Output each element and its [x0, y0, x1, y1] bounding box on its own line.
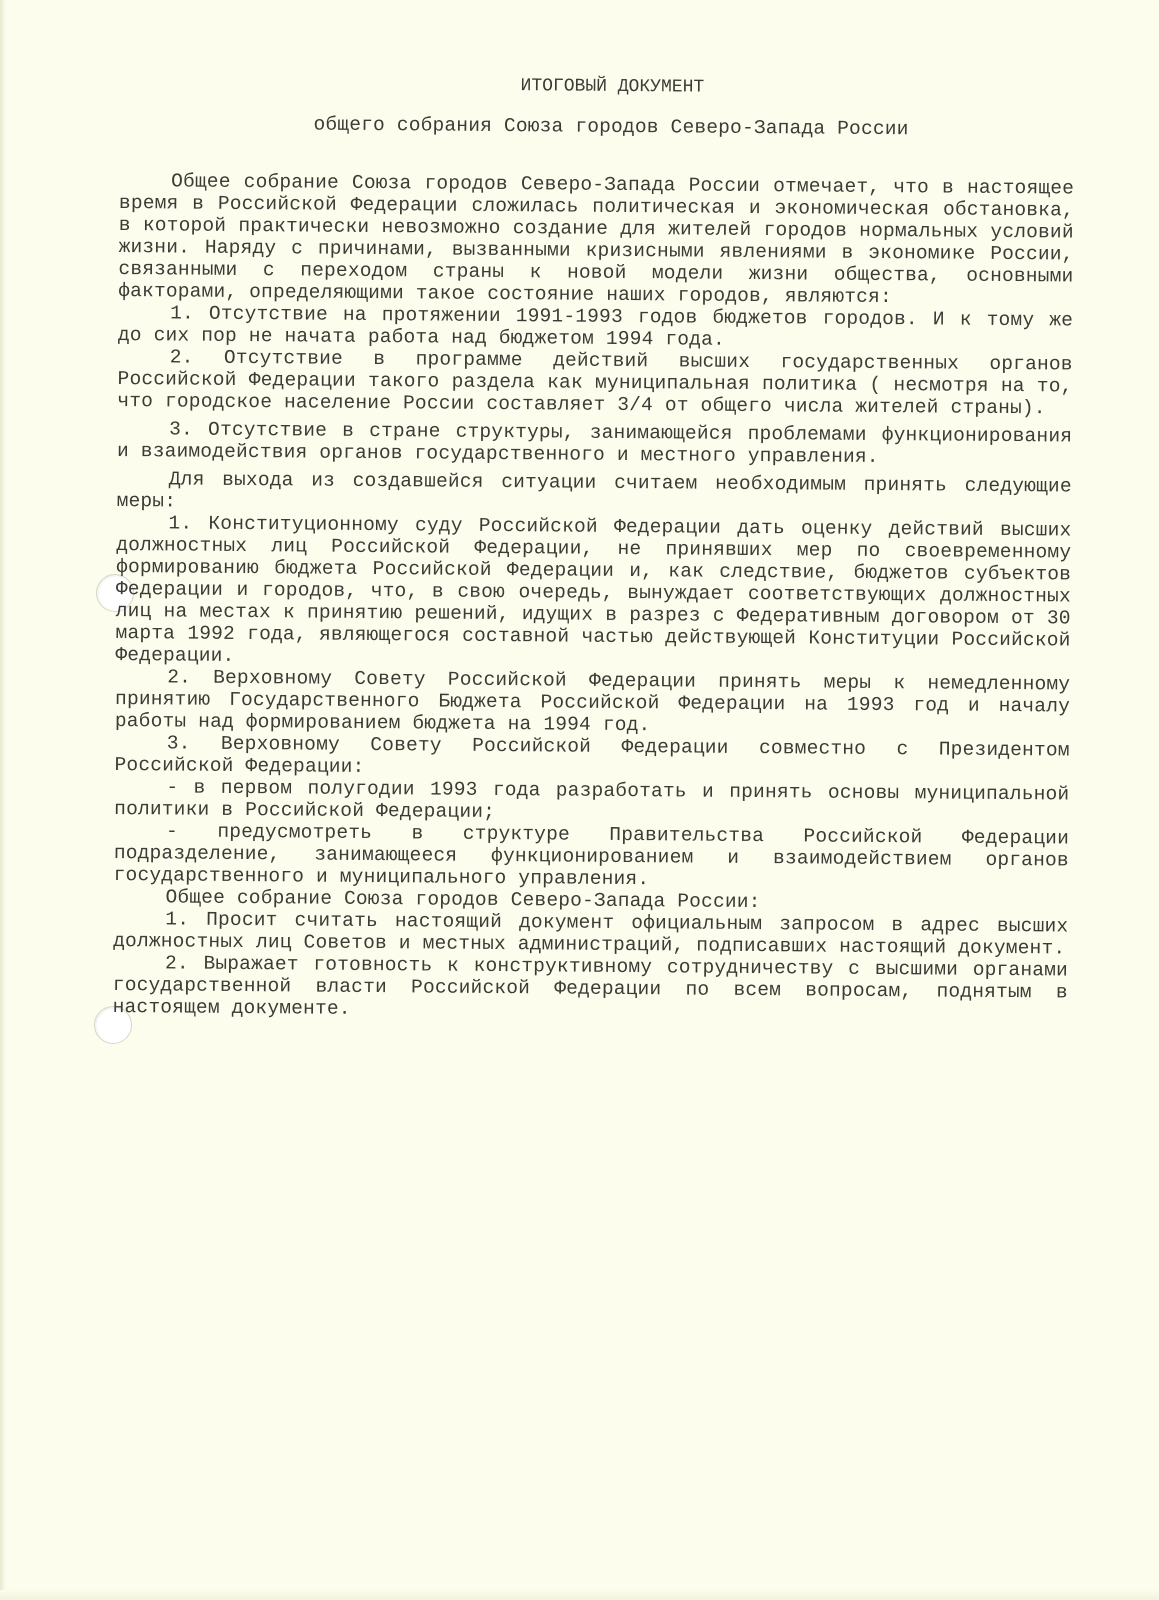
- sub-measure-item: - предусмотреть в структуре Правительства Российской Федерации подразделение, занимающееся функционированием и взаимодействием органов государственного и муниципального управления.: [113, 820, 1070, 891]
- factor-item: 3. Отсутствие в стране структуры, занимающейся проблемами функционирования и взаимодействия органов государственного и местного управления.: [116, 418, 1073, 468]
- document-subtitle: общего собрания Союза городов Северо-Запада России: [313, 113, 909, 141]
- measure-item: 1. Конституционному суду Российской Федерации дать оценку действий высших должностных лиц Российской Федерации, не принявших мер по своевременному формированию бюджета Российской Федерации и, как следствие, бюджетов субъектов Федерации и городов, что, в свою очередь, вынуждает соответствующих должностных лиц на местах к принятию решений, идущих в разрез с Федеративным договором от 30 марта 1992 года, являющегося составной частью действующей Конституции Российской Федерации.: [115, 512, 1072, 667]
- intro-paragraph: Общее собрание Союза городов Северо-Запада России отмечает, что в настоящее время в Российской Федерации сложилась политическая и экономическая обстановка, в которой практически невозможно создание для жителей городов нормальных условий жизни. Наряду с причинами, вызванными кризисными явлениями в экономике России, связанными с переходом страны к новой модели жизни общества, основными факторами, определяющими такое состояние наших городов, являются:: [118, 170, 1075, 309]
- page-bottom-edge: [0, 1590, 1159, 1600]
- factor-item: 1. Отсутствие на протяжении 1991-1993 годов бюджетов городов. И к тому же до сих пор не начата работа над бюджетом 1994 года.: [117, 302, 1074, 351]
- measure-item: 2. Верховному Совету Российской Федерации принять меры к немедленному принятию Государственного Бюджета Российской Федерации на 1993 год и началу работы над формированием бюджета на 1994 год.: [114, 666, 1071, 737]
- assembly-intro: Общее собрание Союза городов Северо-Запада России:: [165, 886, 761, 914]
- measure-item: 3. Верховному Совету Российской Федерации совместно с Президентом Российской Федерации:: [114, 732, 1070, 778]
- factor-item: 2. Отсутствие в программе действий высших государственных органов Российской Федерации такого раздела как муниципальная политика ( несмотря на то, что городское население России составляет 3/4 от общего числа жителей страны).: [117, 346, 1073, 420]
- document-title: ИТОГОВЫЙ ДОКУМЕНТ: [520, 76, 705, 98]
- page-edge-shadow: [0, 0, 6, 1600]
- measures-intro: Для выхода из создавшейся ситуации считаем необходимым принять следующие меры:: [116, 468, 1072, 513]
- sub-measure-item: - в первом полугодии 1993 года разработать и принять основы муниципальной политики в Российской Федерации;: [114, 776, 1070, 823]
- document-body: [113, 72, 1075, 1025]
- assembly-point: 2. Выражает готовность к конструктивному сотрудничеству с высшими органами государственной власти Российской Федерации по всем вопросам, поднятым в настоящем документе.: [112, 952, 1069, 1020]
- assembly-point: 1. Просит считать настоящий документ официальным запросом в адрес высших должностных лиц Советов и местных администраций, подписавших настоящий документ.: [113, 908, 1069, 960]
